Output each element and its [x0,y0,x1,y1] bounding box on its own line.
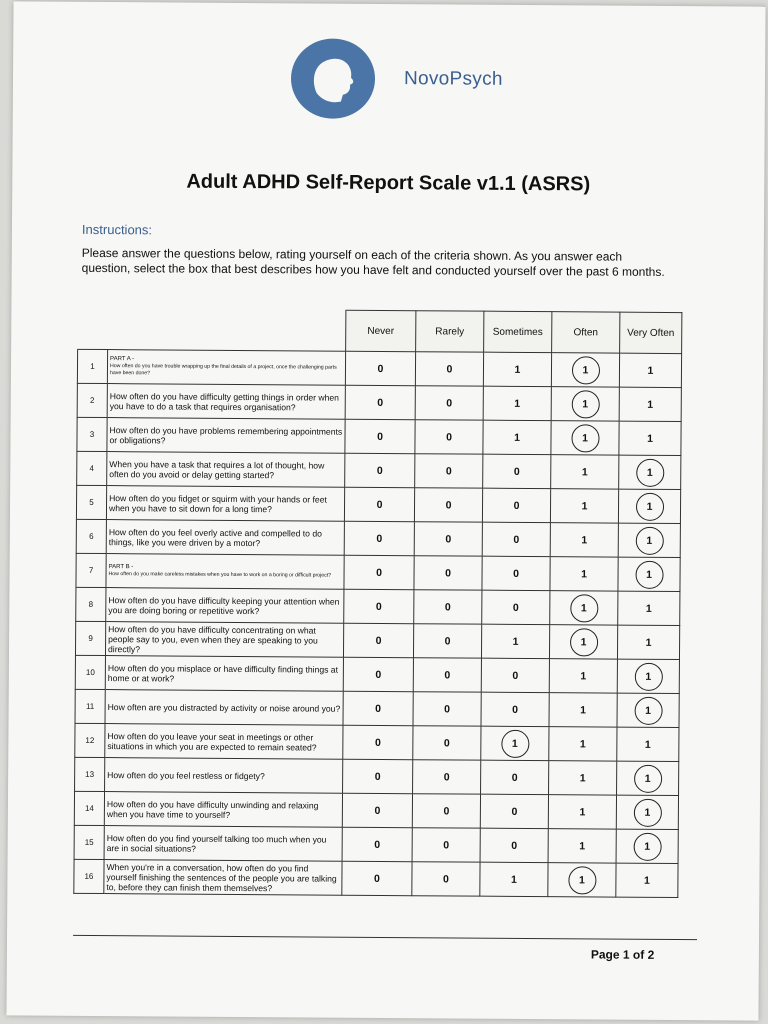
rating-value: 1 [511,737,518,750]
question-number: 9 [75,621,105,655]
question-text: How often do you fidget or squirm with your hands or feet when you have to sit down for a long time? [108,492,327,514]
rating-cell-rarely[interactable] [415,352,483,386]
rating-value: 0 [446,362,453,375]
rating-cell-often[interactable] [551,353,619,387]
rating-value: 0 [376,464,383,477]
question-number: 8 [76,587,106,621]
rating-cell-never[interactable] [344,555,414,589]
question-text: How often do you have difficulty concentrating on what people say to you, even when they are speaking to you directly? [107,623,318,654]
rating-cell-never[interactable] [344,487,414,521]
selected-circle-mark [634,662,662,690]
rating-value: 0 [375,668,382,681]
rating-value: 0 [512,703,519,716]
rating-cell-rarely[interactable] [413,760,481,794]
rating-cell-sometimes[interactable] [483,352,551,386]
question-text-cell [107,384,345,420]
rating-value: 0 [376,532,383,545]
rating-cell-very-often[interactable] [616,795,678,829]
rating-cell-never[interactable] [343,725,413,759]
rating-cell-very-often[interactable] [616,829,678,863]
rating-value: 1 [580,669,587,682]
rating-value: 0 [374,804,381,817]
rating-cell-never[interactable] [342,827,412,861]
question-number: 14 [74,791,104,825]
rating-table [73,308,682,898]
page-number: Page 1 of 2 [590,947,655,962]
rating-cell-sometimes[interactable] [481,624,549,658]
rating-cell-rarely[interactable] [415,454,483,488]
question-row [75,757,679,795]
page-title: Adult ADHD Self-Report Scale v1.1 (ASRS) [186,170,591,196]
rating-cell-often[interactable] [549,625,617,659]
rating-value: 1 [580,601,587,614]
question-row [75,621,679,659]
question-row [74,825,678,863]
rating-cell-often[interactable] [550,591,618,625]
question-text: How often do you find yourself talking too much when you are in social situations? [106,832,327,854]
rating-cell-often[interactable] [549,659,617,693]
question-row [77,349,681,387]
rating-cell-sometimes[interactable] [480,862,548,896]
rating-value: 1 [647,398,654,411]
column-header-sometimes: Sometimes [484,311,552,352]
rating-cell-very-often[interactable] [619,455,681,489]
question-text: How often do you feel restless or fidgety? [107,769,265,781]
rating-cell-often[interactable] [550,523,618,557]
rating-value: 1 [645,636,652,649]
rating-value: 0 [511,839,518,852]
column-header-never: Never [346,310,416,351]
question-text: When you're in a conversation, how often do you find yourself finishing the sentences of the people you are talking to, before they can finish them themselves? [106,861,337,893]
rating-cell-rarely[interactable] [413,726,481,760]
question-number: 15 [74,825,104,859]
question-row [74,859,678,897]
rating-cell-rarely[interactable] [413,658,481,692]
selected-circle-mark [501,729,529,757]
question-number: 10 [75,655,105,689]
column-header-very-often: Very Often [620,312,682,353]
rating-value: 0 [377,396,384,409]
question-row [74,791,678,829]
rating-cell-very-often[interactable] [617,659,679,693]
question-text: How often do you make careless mistakes when you have to work on a boring or difficult project? [108,570,332,579]
question-text-cell [104,792,342,828]
rating-cell-never[interactable] [345,419,415,453]
rating-value: 0 [511,805,518,818]
question-text: How often do you feel overly active and compelled to do things, like you were driven by a motor? [108,526,322,548]
rating-cell-never[interactable] [343,759,413,793]
question-number: 16 [74,859,104,893]
rating-cell-rarely[interactable] [414,590,482,624]
rating-cell-never[interactable] [342,861,412,895]
selected-circle-mark [633,798,661,826]
rating-cell-sometimes[interactable] [482,590,550,624]
rating-cell-often[interactable] [551,421,619,455]
rating-cell-rarely[interactable] [414,556,482,590]
rating-cell-rarely[interactable] [415,386,483,420]
rating-value: 0 [446,396,453,409]
rating-cell-rarely[interactable] [413,624,481,658]
rating-cell-often[interactable] [548,829,616,863]
question-text-cell [106,554,344,590]
rating-cell-very-often[interactable] [616,863,678,897]
question-text: How often are you distracted by activity or noise around you? [107,701,341,714]
selected-circle-mark [635,492,663,520]
rating-cell-sometimes[interactable] [482,556,550,590]
rating-value: 1 [647,432,653,445]
rating-value: 1 [644,840,651,853]
rating-value: 0 [442,872,449,885]
rating-value: 1 [578,873,585,886]
rating-cell-often[interactable] [551,387,619,421]
rating-cell-sometimes[interactable] [483,420,551,454]
rating-cell-never[interactable] [343,657,413,691]
question-text-cell [105,758,343,794]
rating-value: 1 [646,500,653,513]
rating-cell-rarely[interactable] [412,794,480,828]
rating-value: 1 [514,397,521,410]
selected-circle-mark [571,356,599,384]
rating-value: 0 [375,634,382,647]
document-page [6,1,765,1020]
rating-value: 1 [512,635,519,648]
rating-cell-sometimes[interactable] [482,488,550,522]
rating-value: 1 [647,364,654,377]
rating-value: 0 [374,736,381,749]
rating-cell-often[interactable] [548,863,616,897]
question-text: How often do you have problems remembering appointments or obligations? [109,424,343,445]
rating-cell-sometimes[interactable] [480,828,548,862]
rating-value: 0 [376,566,383,579]
rating-cell-never[interactable] [343,623,413,657]
question-number: 12 [75,723,105,757]
header-blank [78,308,346,351]
brand-name: NovoPsych [403,68,503,90]
rating-value: 1 [645,704,652,717]
question-text-cell [104,826,342,862]
question-row [76,519,680,557]
rating-cell-sometimes[interactable] [481,658,549,692]
question-row [75,689,679,727]
rating-value: 1 [644,772,651,785]
rating-value: 1 [582,363,589,376]
rating-value: 1 [580,703,587,716]
question-row [77,451,681,489]
rating-cell-sometimes[interactable] [481,692,549,726]
question-row [76,485,680,523]
rating-value: 1 [646,466,653,479]
rating-value: 0 [375,702,382,715]
instructions-text: Please answer the questions below, rating yourself on each of the criteria shown. As you answer each question, select the box that best describes how you have felt and conducted yourself over the past 6 months. [81,245,665,279]
rating-value: 0 [445,566,452,579]
rating-cell-never[interactable] [345,453,415,487]
rating-value: 1 [514,431,520,444]
rating-cell-often[interactable] [551,455,619,489]
selected-circle-mark [634,696,662,724]
rating-value: 0 [375,600,382,613]
rating-cell-rarely[interactable] [414,488,482,522]
question-text-cell [107,350,345,386]
rating-value: 0 [445,532,452,545]
rating-value: 0 [513,465,520,478]
rating-cell-never[interactable] [342,793,412,827]
selected-circle-mark [636,458,664,486]
rating-cell-very-often[interactable] [619,387,681,421]
rating-cell-never[interactable] [344,521,414,555]
selected-circle-mark [633,832,661,860]
question-text: How often do you leave your seat in meetings or other situations in which you are expected to remain seated? [107,730,317,753]
question-number: 3 [77,417,107,451]
instructions-heading: Instructions: [81,221,153,238]
rating-cell-very-often[interactable] [617,693,679,727]
rating-value: 1 [579,771,586,784]
rating-value: 1 [581,499,588,512]
rating-cell-often[interactable] [549,693,617,727]
rating-value: 0 [443,736,450,749]
question-row [75,723,679,761]
rating-value: 0 [513,567,520,580]
question-row [76,587,680,625]
selected-circle-mark [635,526,663,554]
selected-circle-mark [571,390,599,418]
question-text: How often do you have difficulty unwinding and relaxing when you have time to yourself? [106,798,319,820]
rating-value: 0 [374,838,381,851]
question-number: 13 [75,757,105,791]
rating-value: 1 [644,806,651,819]
part-a-label: PART A - [110,356,135,363]
rating-value: 1 [643,874,650,887]
rating-value: 0 [512,601,519,614]
selected-circle-mark [569,628,597,656]
question-row [77,417,681,455]
part-b-label: PART B - [108,563,134,570]
question-number: 6 [76,519,106,553]
selected-circle-mark [635,560,663,588]
rating-value: 0 [513,499,520,512]
question-row [75,655,679,693]
rating-value: 0 [374,770,381,783]
question-text-cell [106,520,344,556]
rating-cell-very-often[interactable] [619,421,681,455]
question-row [77,383,681,421]
rating-value: 1 [644,738,651,751]
rating-cell-very-often[interactable] [618,523,680,557]
rating-value: 0 [373,872,380,885]
rating-value: 0 [377,430,383,443]
selected-circle-mark [571,424,599,452]
rating-value: 0 [512,669,519,682]
rating-cell-very-often[interactable] [618,591,680,625]
question-text-cell [106,588,344,624]
rating-value: 1 [582,431,588,444]
rating-value: 0 [511,771,518,784]
rating-cell-rarely[interactable] [415,420,483,454]
rating-cell-very-often[interactable] [617,727,679,761]
rating-cell-often[interactable] [550,489,618,523]
novopsych-logo-icon [285,33,382,124]
rating-cell-never[interactable] [343,691,413,725]
rating-cell-very-often[interactable] [618,557,680,591]
column-header-rarely: Rarely [416,311,484,352]
rating-value: 0 [445,498,452,511]
rating-cell-very-often[interactable] [619,353,681,387]
selected-circle-mark [570,594,598,622]
rating-value: 0 [444,668,451,681]
rating-value: 1 [645,670,652,683]
rating-value: 0 [443,838,450,851]
rating-value: 1 [581,567,588,580]
rating-value: 1 [581,533,588,546]
rating-cell-very-often[interactable] [617,625,679,659]
question-text-cell [106,486,344,522]
rating-value: 0 [443,770,450,783]
question-text-cell [105,656,343,692]
rating-cell-rarely[interactable] [414,522,482,556]
question-text: How often do you misplace or have difficulty finding things at home or at work? [107,662,339,684]
rating-cell-sometimes[interactable] [481,760,549,794]
rating-value: 1 [645,602,652,615]
rating-value: 1 [582,397,589,410]
rating-value: 1 [514,363,521,376]
question-number: 5 [76,485,106,519]
rating-value: 1 [579,737,586,750]
rating-value: 0 [444,702,451,715]
question-text: When you have a task that requires a lot of thought, how often do you avoid or delay getting started? [109,458,325,480]
question-text: How often do you have difficulty keeping your attention when you are doing boring or repetitive work? [108,594,340,616]
rating-cell-very-often[interactable] [618,489,680,523]
question-number: 1 [77,349,107,383]
question-row [76,553,680,591]
rating-value: 0 [444,634,451,647]
rating-cell-sometimes[interactable] [480,794,548,828]
rating-value: 0 [444,600,451,613]
selected-circle-mark [634,764,662,792]
rating-cell-sometimes[interactable] [483,386,551,420]
rating-cell-rarely[interactable] [413,692,481,726]
column-header-often: Often [552,312,620,353]
rating-cell-very-often[interactable] [617,761,679,795]
rating-cell-sometimes[interactable] [481,726,549,760]
rating-value: 0 [446,430,452,443]
rating-cell-rarely[interactable] [412,828,480,862]
rating-value: 0 [443,804,450,817]
rating-cell-often[interactable] [549,761,617,795]
question-number: 2 [77,383,107,417]
question-text-cell [105,622,343,658]
rating-cell-often[interactable] [549,727,617,761]
rating-value: 0 [445,464,452,477]
question-text: How often do you have trouble wrapping up the final details of a project, once the challenging parts have been done? [109,363,337,377]
rating-value: 1 [579,805,586,818]
rating-cell-sometimes[interactable] [482,522,550,556]
question-text-cell [107,452,345,488]
rating-cell-sometimes[interactable] [483,454,551,488]
rating-cell-never[interactable] [345,385,415,419]
rating-value: 1 [646,534,653,547]
selected-circle-mark [568,866,596,894]
question-text: How often do you have difficulty getting things in order when you have to do a task that requires organisation? [109,390,339,412]
rating-cell-rarely[interactable] [412,862,480,896]
rating-cell-never[interactable] [345,351,415,385]
question-number: 7 [76,553,106,587]
rating-value: 1 [646,568,653,581]
rating-value: 1 [510,873,517,886]
question-text-cell [104,860,342,896]
rating-value: 1 [579,839,586,852]
question-text-cell [105,690,343,726]
question-text-cell [105,724,343,760]
rating-value: 1 [580,635,587,648]
question-number: 4 [77,451,107,485]
rating-value: 0 [513,533,520,546]
rating-cell-often[interactable] [550,557,618,591]
rating-value: 0 [376,498,383,511]
rating-cell-often[interactable] [548,795,616,829]
rating-value: 0 [377,362,384,375]
rating-cell-never[interactable] [344,589,414,623]
question-number: 11 [75,689,105,723]
question-text-cell [107,418,345,454]
footer-divider [73,935,697,940]
rating-value: 1 [581,465,588,478]
